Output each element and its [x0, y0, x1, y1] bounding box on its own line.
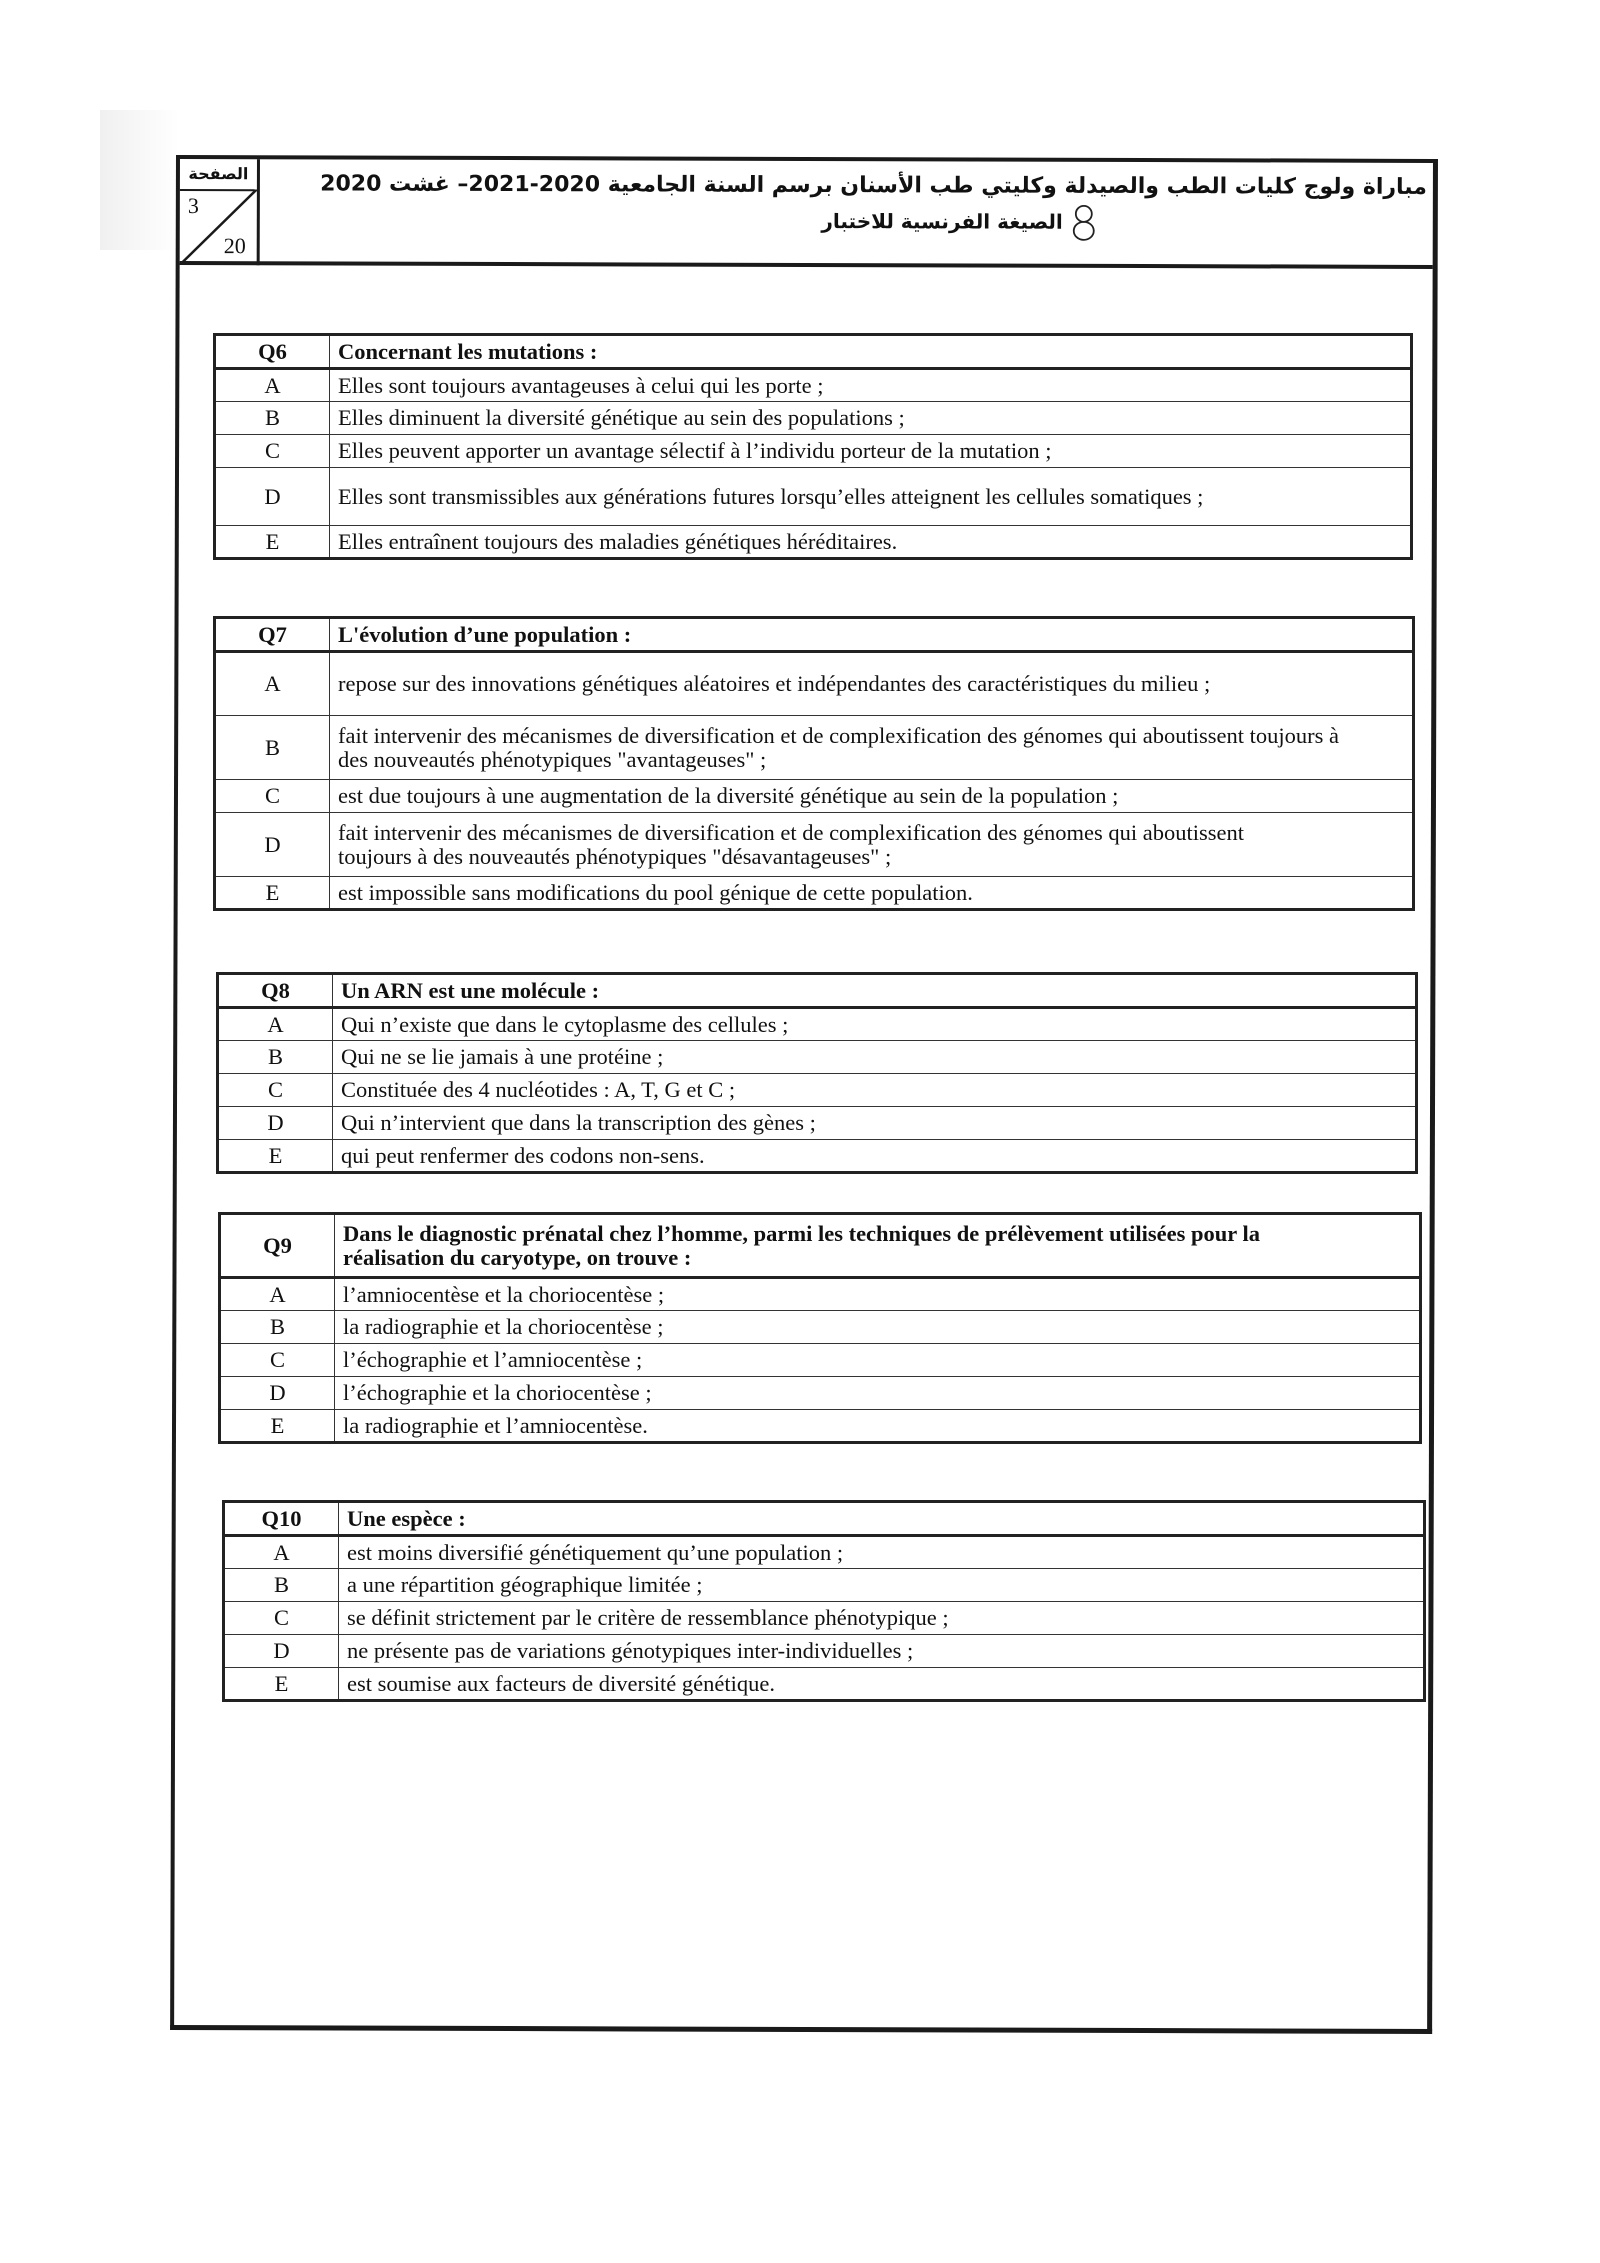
scan-shadow [100, 110, 180, 250]
option-letter: E [224, 1668, 339, 1701]
option-text: Elles peuvent apporter un avantage sélectif à l’individu porteur de la mutation ; [330, 435, 1412, 468]
option-text: Qui n’intervient que dans la transcription des gènes ; [333, 1107, 1417, 1140]
option-letter: C [224, 1602, 339, 1635]
option-text: qui peut renfermer des codons non-sens. [333, 1140, 1417, 1173]
option-text: repose sur des innovations génétiques aléatoires et indépendantes des caractéristiques du milieu ; [330, 652, 1414, 716]
option-text: la radiographie et la choriocentèse ; [335, 1311, 1421, 1344]
option-text: est due toujours à une augmentation de la diversité génétique au sein de la population ; [330, 780, 1414, 813]
question-label: Q9 [220, 1214, 335, 1278]
question-stem: Un ARN est une molécule : [333, 974, 1417, 1008]
question-q7 [213, 616, 1415, 911]
option-text: se définit strictement par le critère de ressemblance phénotypique ; [339, 1602, 1425, 1635]
exam-header [180, 155, 1433, 269]
option-letter: C [218, 1074, 333, 1107]
option-letter: A [220, 1278, 335, 1311]
option-letter: A [224, 1536, 339, 1569]
option-letter: A [215, 369, 330, 402]
option-letter: E [215, 877, 330, 910]
question-label: Q7 [215, 618, 330, 652]
option-letter: C [215, 780, 330, 813]
question-stem: Une espèce : [339, 1502, 1425, 1536]
option-letter: E [220, 1410, 335, 1443]
option-text: a une répartition géographique limitée ; [339, 1569, 1425, 1602]
option-letter: C [215, 435, 330, 468]
option-text: Qui n’existe que dans le cytoplasme des cellules ; [333, 1008, 1417, 1041]
option-text: Qui ne se lie jamais à une protéine ; [333, 1041, 1417, 1074]
question-q9 [218, 1212, 1422, 1444]
option-text: la radiographie et l’amniocentèse. [335, 1410, 1421, 1443]
question-stem: Concernant les mutations : [330, 335, 1412, 369]
question-q8 [216, 972, 1418, 1174]
option-text: fait intervenir des mécanismes de diversification et de complexification des génomes qui aboutissent toujours à des nouveautés phénotypiques "avantageuses" ; [330, 716, 1414, 780]
option-text: Elles sont transmissibles aux générations futures lorsqu’elles atteignent les cellules somatiques ; [330, 468, 1412, 526]
option-text: l’échographie et la choriocentèse ; [335, 1377, 1421, 1410]
question-label: Q8 [218, 974, 333, 1008]
option-letter: D [220, 1377, 335, 1410]
exam-subtitle: الصيغة الفرنسية للاختبار [821, 209, 1063, 234]
option-letter: B [224, 1569, 339, 1602]
option-text: l’amniocentèse et la choriocentèse ; [335, 1278, 1421, 1311]
version-mark [1072, 204, 1096, 242]
option-letter: B [215, 716, 330, 780]
option-text: Constituée des 4 nucléotides : A, T, G et C ; [333, 1074, 1417, 1107]
option-letter: A [218, 1008, 333, 1041]
option-letter: B [215, 402, 330, 435]
option-letter: B [218, 1041, 333, 1074]
question-stem: L'évolution d’une population : [330, 618, 1414, 652]
option-letter: D [218, 1107, 333, 1140]
option-letter: E [215, 526, 330, 559]
option-letter: A [215, 652, 330, 716]
page-number-box [180, 159, 260, 265]
option-letter: C [220, 1344, 335, 1377]
question-label: Q6 [215, 335, 330, 369]
option-text: l’échographie et l’amniocentèse ; [335, 1344, 1421, 1377]
page-label: الصفحة [180, 159, 257, 191]
page-number: 3 [187, 193, 199, 219]
option-text: est impossible sans modifications du pool génique de cette population. [330, 877, 1414, 910]
option-text: Elles sont toujours avantageuses à celui qui les porte ; [330, 369, 1412, 402]
option-letter: B [220, 1311, 335, 1344]
question-stem: Dans le diagnostic prénatal chez l’homme, parmi les techniques de prélèvement utilisées pour la réalisation du caryotype, on trouve : [335, 1214, 1421, 1278]
option-letter: D [215, 813, 330, 877]
option-text: Elles entraînent toujours des maladies génétiques héréditaires. [330, 526, 1412, 559]
option-letter: D [224, 1635, 339, 1668]
option-text: Elles diminuent la diversité génétique au sein des populations ; [330, 402, 1412, 435]
question-q10 [222, 1500, 1426, 1702]
question-q6 [213, 333, 1413, 560]
question-label: Q10 [224, 1502, 339, 1536]
option-text: est soumise aux facteurs de diversité génétique. [339, 1668, 1425, 1701]
option-letter: D [215, 468, 330, 526]
option-text: est moins diversifié génétiquement qu’une population ; [339, 1536, 1425, 1569]
option-text: ne présente pas de variations génotypiques inter-individuelles ; [339, 1635, 1425, 1668]
exam-title: مباراة ولوج كليات الطب والصيدلة وكليتي طب الأسنان برسم السنة الجامعية 2020-2021– غشت 2020 [320, 171, 1427, 200]
option-letter: E [218, 1140, 333, 1173]
option-text: fait intervenir des mécanismes de diversification et de complexification des génomes qui aboutissent toujours à des nouveautés phénotypiques "désavantageuses" ; [330, 813, 1414, 877]
page-total: 20 [223, 233, 246, 259]
